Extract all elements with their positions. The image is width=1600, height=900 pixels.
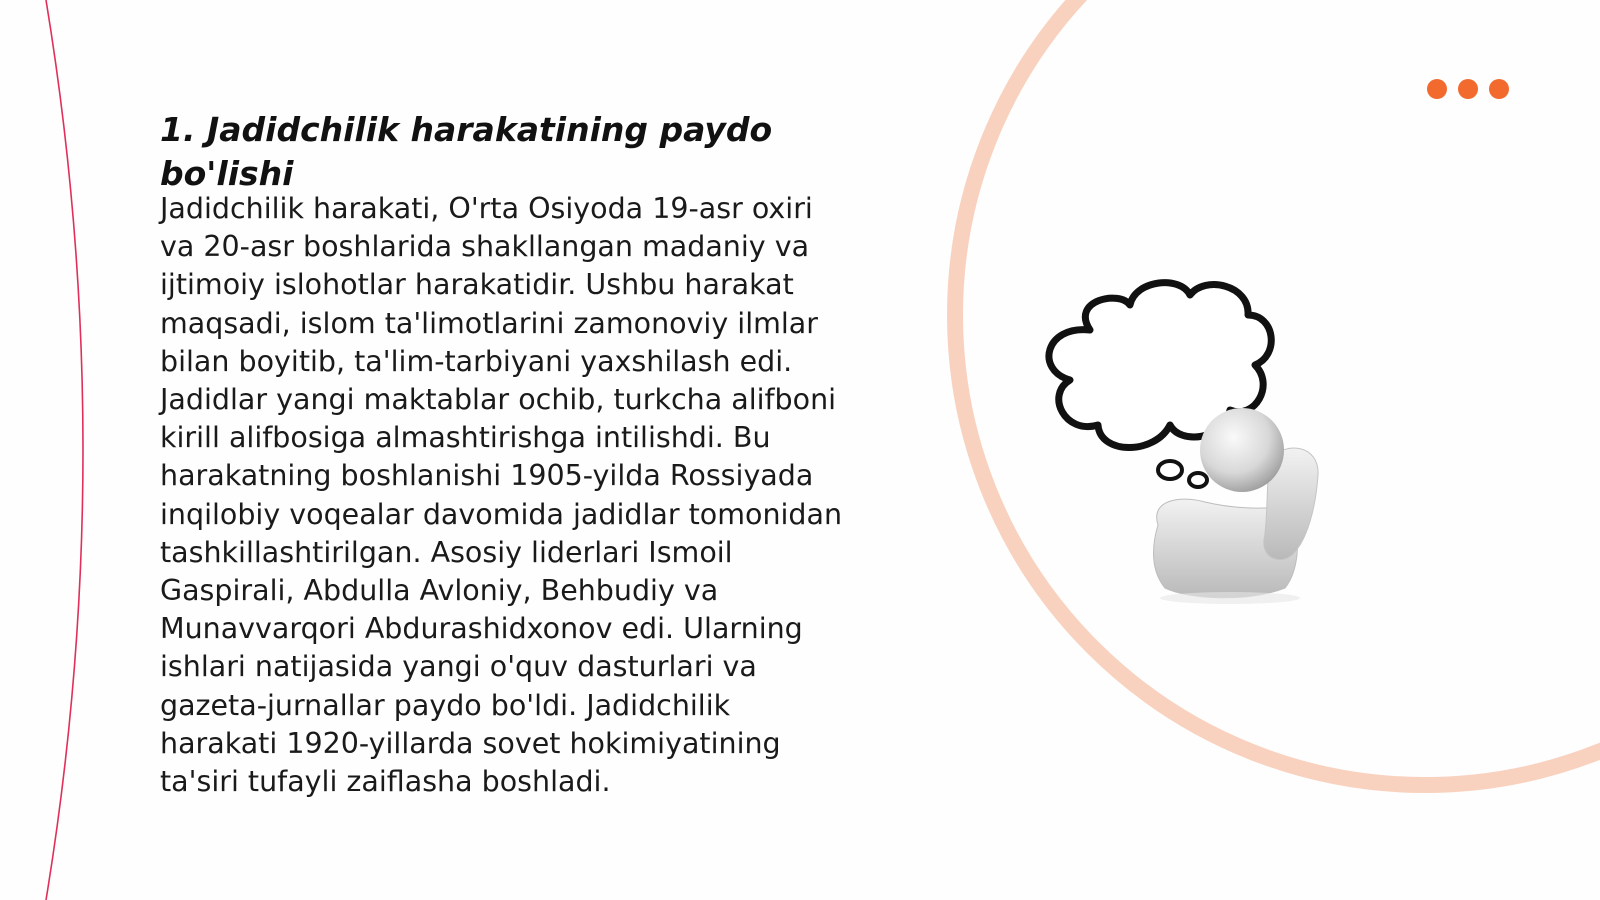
thinking-person-icon [1154, 408, 1319, 604]
slide-title: 1. Jadidchilik harakatining paydo bo'lishi [160, 110, 773, 193]
more-dots-icon [1427, 79, 1509, 99]
dot-2 [1458, 79, 1478, 99]
content-block [160, 108, 850, 801]
dot-3 [1489, 79, 1509, 99]
left-accent-curve [46, 0, 83, 900]
slide-body-text: Jadidchilik harakati, O'rta Osiyoda 19-asr oxiri va 20-asr boshlarida shakllangan madaniy va ijtimoiy islohotlar harakatidir. Ushbu harakat maqsadi, islom ta'limotlarini zamonoviy ilmlar bilan boyitib, ta'lim-tarbiyani yaxshilash edi. Jadidlar yangi maktablar ochib, turkcha alifboni kirill alifbosiga almashtirishga intilishdi. Bu harakatning boshlanishi 1905-yilda Rossiyada inqilobiy voqealar davomida jadidlar tomonidan tashkillashtirilgan. Asosiy liderlari Ismoil Gaspirali, Abdulla Avloniy, Behbudiy va Munavvarqori Abdurashidxonov edi. Ularning ishlari natijasida yangi o'quv dasturlari va gazeta-jurnallar paydo bo'ldi. Jadidchilik harakati 1920-yillarda sovet hokimiyatining ta'siri tufayli zaiflasha boshladi. [160, 192, 843, 799]
thinking-figure [1030, 270, 1350, 620]
dot-1 [1427, 79, 1447, 99]
